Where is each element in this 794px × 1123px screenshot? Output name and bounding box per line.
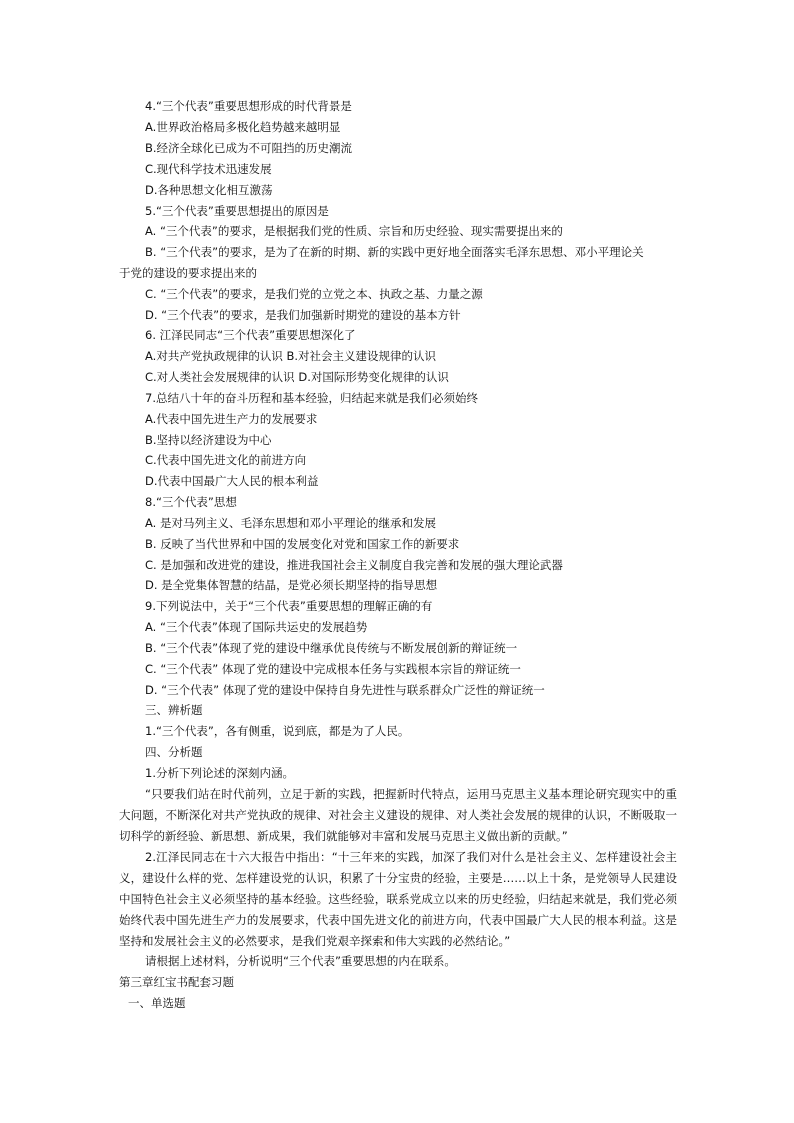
question-7: 7.总结八十年的奋斗历程和基本经验，归结起来就是我们必须始终 xyxy=(145,391,478,405)
option-5d: D. “三个代表”的要求，是我们加强新时期党的建设的基本方针 xyxy=(145,308,461,322)
quote-paragraph-2: 2.江泽民同志在十六大报告中指出：“十三年来的实践，加深了我们对什么是社会主义、怎样建设社会主义，建设什么样的党、怎样建设党的认识，积累了十分宝贵的经验，主要是……以上十条，是党领导人民建设中国特色社会主义必须坚持的基本经验。这些经验，联系党成立以来的历史经验，归结起来就是，我们党必须始终代表中国先进生产力的发展要求，代表中国先进文化的前进方向，代表中国最广大人民的根本利益。这是坚持和发展社会主义的必然要求，是我们党艰辛探索和伟大实践的必然结论。” xyxy=(119,850,677,948)
question-6: 6. 江泽民同志“三个代表”重要思想深化了 xyxy=(145,328,356,342)
option-7c: C.代表中国先进文化的前进方向 xyxy=(145,453,307,467)
option-4b: B.经济全球化已成为不可阻挡的历史潮流 xyxy=(145,141,353,155)
analysis-instruction: 请根据上述材料，分析说明“三个代表”重要思想的内在联系。 xyxy=(145,954,456,968)
option-8a: A. 是对马列主义、毛泽东思想和邓小平理论的继承和发展 xyxy=(145,516,436,530)
option-4c: C.现代科学技术迅速发展 xyxy=(145,162,272,176)
option-4d: D.各种思想文化相互激荡 xyxy=(145,183,273,197)
option-9b: B. “三个代表”体现了党的建设中继承优良传统与不断发展创新的辩证统一 xyxy=(145,641,518,655)
section-heading-4: 四、分析题 xyxy=(145,745,203,759)
option-8b: B. 反映了当代世界和中国的发展变化对党和国家工作的新要求 xyxy=(145,537,460,551)
section-heading-1: 一、单选题 xyxy=(128,996,186,1010)
section-heading-3: 三、辨析题 xyxy=(145,703,203,717)
question-9: 9.下列说法中，关于“三个代表”重要思想的理解正确的有 xyxy=(145,599,433,613)
option-6cd: C.对人类社会发展规律的认识 D.对国际形势变化规律的认识 xyxy=(145,370,449,384)
quote-paragraph-1: “只要我们站在时代前列，立足于新的实践，把握新时代特点，运用马克思主义基本理论研究现实中的重大问题，不断深化对共产党执政的规律、对社会主义建设的规律、对人类社会发展的规律的认识，不断吸取一切科学的新经验、新思想、新成果，我们就能够对丰富和发展马克思主义做出新的贡献。” xyxy=(119,787,677,843)
question-8: 8.“三个代表”思想 xyxy=(145,495,237,509)
option-9a: A. “三个代表”体现了国际共运史的发展趋势 xyxy=(145,620,368,634)
option-9d: D. “三个代表” 体现了党的建设中保持自身先进性与联系群众广泛性的辩证统一 xyxy=(145,683,545,697)
question-5: 5.“三个代表”重要思想提出的原因是 xyxy=(145,204,329,218)
chapter-heading: 第三章红宝书配套习题 xyxy=(119,975,234,989)
option-8d: D. 是全党集体智慧的结晶，是党必须长期坚持的指导思想 xyxy=(145,578,438,592)
option-7a: A.代表中国先进生产力的发展要求 xyxy=(145,412,318,426)
option-5a: A. “三个代表”的要求，是根据我们党的性质、宗旨和历史经验、现实需要提出来的 xyxy=(145,224,563,238)
option-8c: C. 是加强和改进党的建设，推进我国社会主义制度自我完善和发展的强大理论武器 xyxy=(145,558,563,572)
option-5b: B. “三个代表”的要求，是为了在新的时期、新的实践中更好地全面落实毛泽东思想、邓小平理论关 xyxy=(145,245,644,259)
analysis-question-1: 1.分析下列论述的深刻内涵。 xyxy=(145,766,294,780)
option-9c: C. “三个代表” 体现了党的建设中完成根本任务与实践根本宗旨的辩证统一 xyxy=(145,662,521,676)
option-6ab: A.对共产党执政规律的认识 B.对社会主义建设规律的认识 xyxy=(145,349,437,363)
option-7d: D.代表中国最广大人民的根本利益 xyxy=(145,474,319,488)
question-4: 4.“三个代表”重要思想形成的时代背景是 xyxy=(145,99,352,113)
option-5b-cont: 于党的建设的要求提出来的 xyxy=(119,266,257,280)
option-7b: B.坚持以经济建设为中心 xyxy=(145,433,272,447)
discussion-question-1: 1.“三个代表”，各有侧重，说到底，都是为了人民。 xyxy=(145,724,410,738)
option-5c: C. “三个代表”的要求，是我们党的立党之本、执政之基、力量之源 xyxy=(145,287,483,301)
option-4a: A.世界政治格局多极化趋势越来越明显 xyxy=(145,120,341,134)
